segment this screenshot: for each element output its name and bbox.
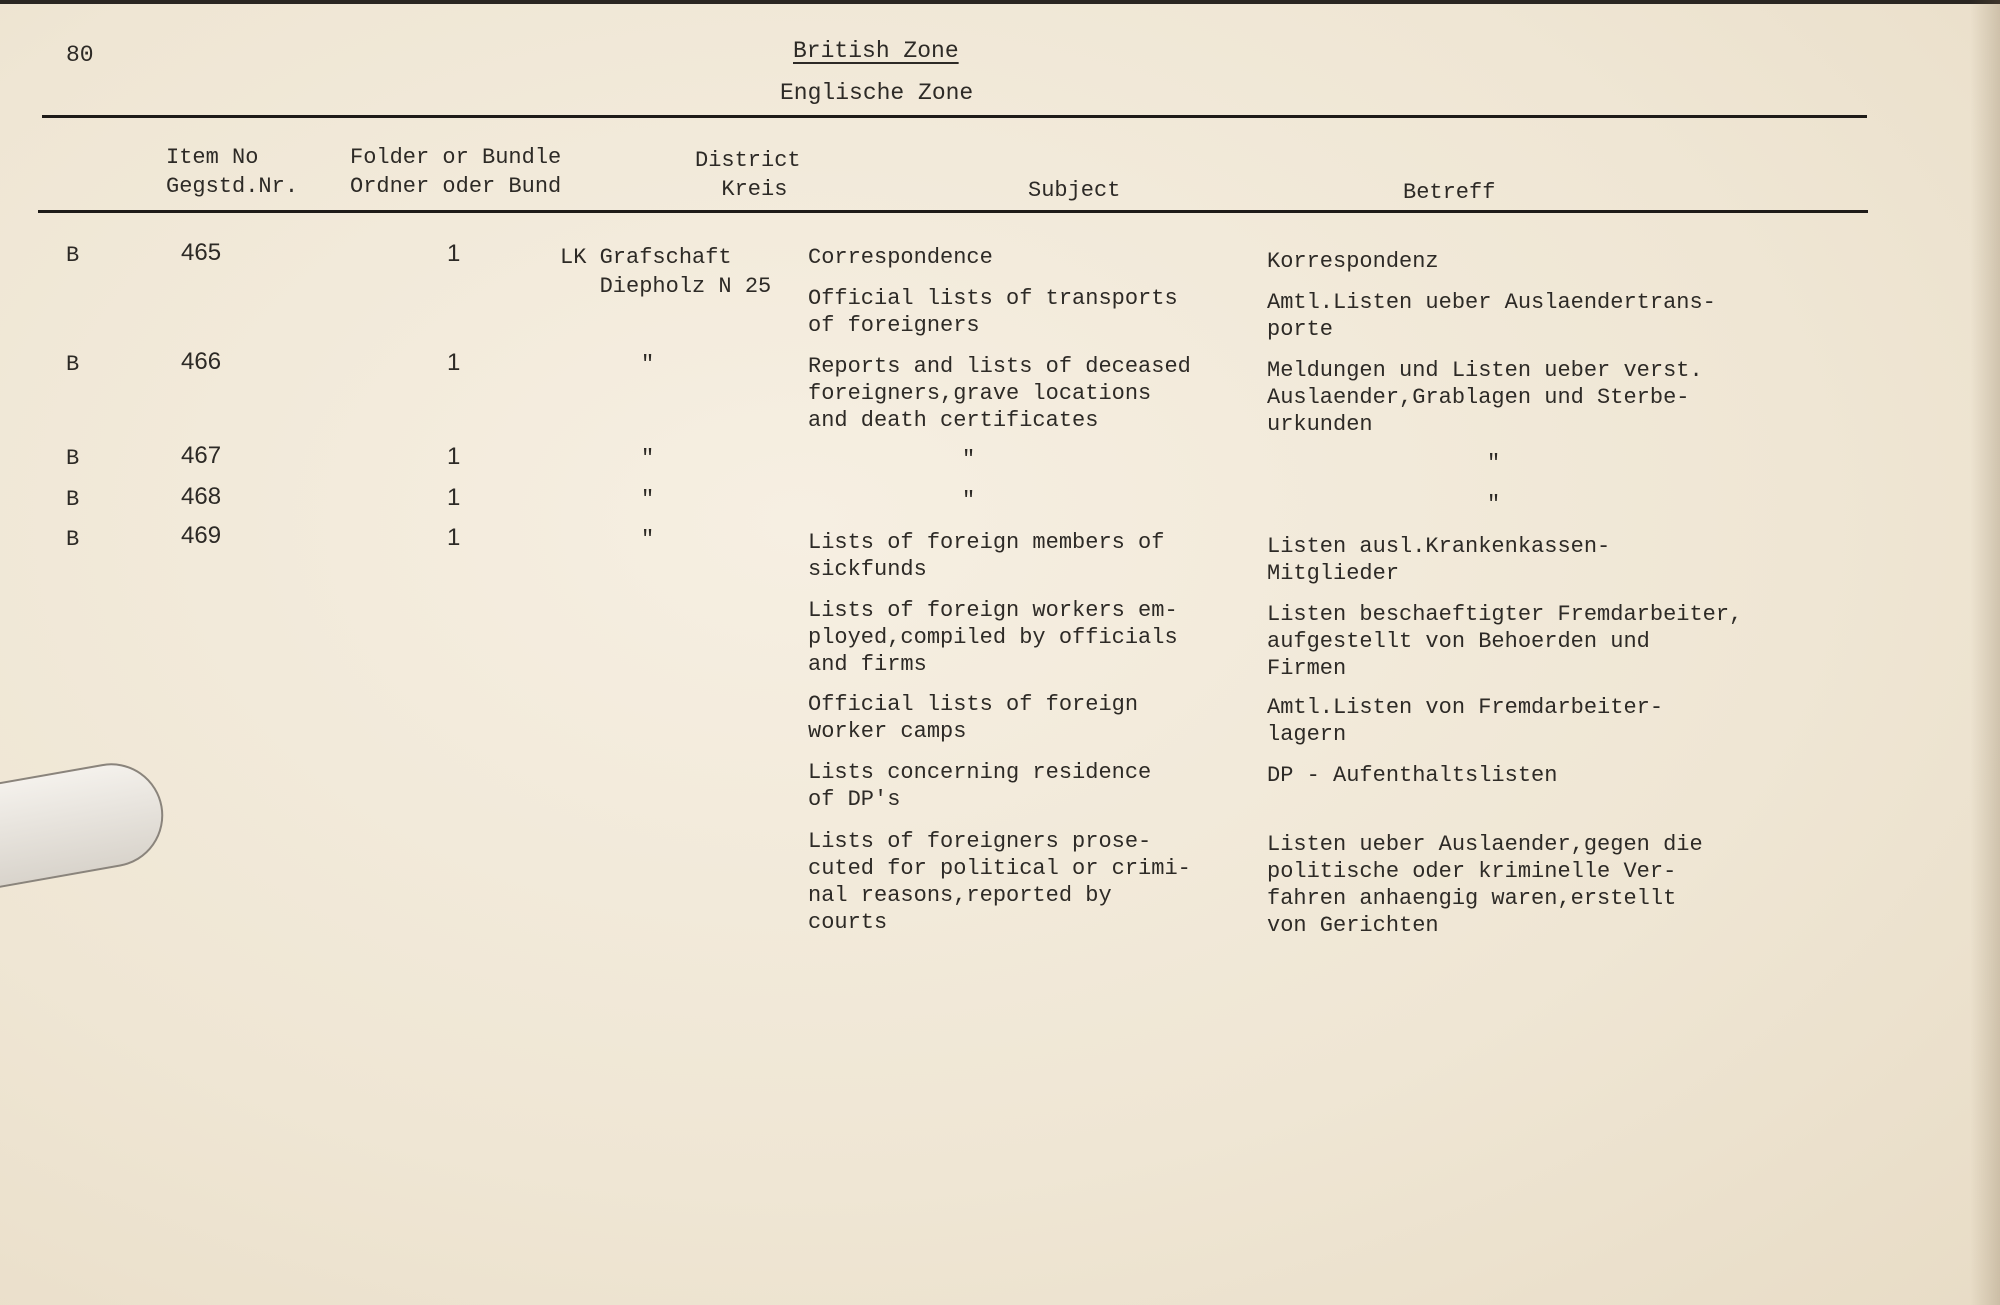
betreff-krankenkassen: Listen ausl.Krankenkassen- Mitglieder [1267,534,1611,586]
row-467-folder: 1 [447,443,461,470]
betreff-ditto-467: " [1487,451,1501,476]
row-467-item: 467 [181,442,222,469]
row-469-district: " [641,527,655,552]
row-468-folder: 1 [447,484,461,511]
subject-foreign-workers: Lists of foreign workers em- ployed,compiled by officials and firms [808,598,1178,677]
row-465-item: 465 [181,239,222,266]
row-465-district: LK Grafschaft Diepholz N 25 [560,245,772,299]
row-467-district: " [641,446,655,471]
row-466-series: B [66,352,80,377]
betreff-verfahren: Listen ueber Auslaender,gegen die politische oder kriminelle Ver- fahren anhaengig waren,erstellt von Gerichten [1267,832,1703,938]
row-468-district: " [641,487,655,512]
betreff-verstorbene: Meldungen und Listen ueber verst. Auslaender,Grablagen und Sterbe- urkunden [1267,358,1703,437]
betreff-dp-aufenthalt: DP - Aufenthaltslisten [1267,763,1558,788]
subject-prosecuted: Lists of foreigners prose- cuted for political or crimi- nal reasons,reported by courts [808,829,1191,935]
row-465-folder: 1 [447,240,461,267]
page-number: 80 [66,42,94,68]
header-folder: Folder or Bundle Ordner oder Bund [350,145,562,199]
row-469-series: B [66,527,80,552]
header-district: District Kreis [695,148,801,202]
row-466-item: 466 [181,348,222,375]
header-top-rule [42,115,1867,118]
header-subject: Subject [1028,178,1121,203]
betreff-fremdarbeiter: Listen beschaeftigter Fremdarbeiter, aufgestellt von Behoerden und Firmen [1267,602,1743,681]
row-467-series: B [66,446,80,471]
row-468-series: B [66,487,80,512]
row-468-item: 468 [181,483,222,510]
row-465-series: B [66,243,80,268]
row-469-item: 469 [181,522,222,549]
subject-sickfunds: Lists of foreign members of sickfunds [808,530,1165,582]
subject-deceased: Reports and lists of deceased foreigners,grave locations and death certificates [808,354,1191,433]
subject-transports: Official lists of transports of foreigners [808,286,1178,338]
subject-worker-camps: Official lists of foreign worker camps [808,692,1139,744]
title-english: British Zone [793,38,959,64]
row-469-folder: 1 [447,524,461,551]
betreff-transporte: Amtl.Listen ueber Auslaendertrans- porte [1267,290,1716,342]
betreff-ditto-468: " [1487,492,1501,517]
subject-correspondence: Correspondence [808,245,993,270]
title-german: Englische Zone [780,80,974,106]
subject-ditto-467: " [962,447,976,472]
betreff-korrespondenz: Korrespondenz [1267,249,1439,274]
header-bottom-rule [38,210,1868,213]
betreff-lager: Amtl.Listen von Fremdarbeiter- lagern [1267,695,1664,747]
subject-dp-residence: Lists concerning residence of DP's [808,760,1152,812]
header-item-no: Item No Gegstd.Nr. [166,145,299,199]
scan-edge-top [0,0,2000,4]
bookmark-tab [0,755,171,893]
scan-edge-right [1970,0,2000,1305]
row-466-folder: 1 [447,349,461,376]
header-betreff: Betreff [1403,180,1496,205]
row-466-district: " [641,352,655,377]
subject-ditto-468: " [962,488,976,513]
